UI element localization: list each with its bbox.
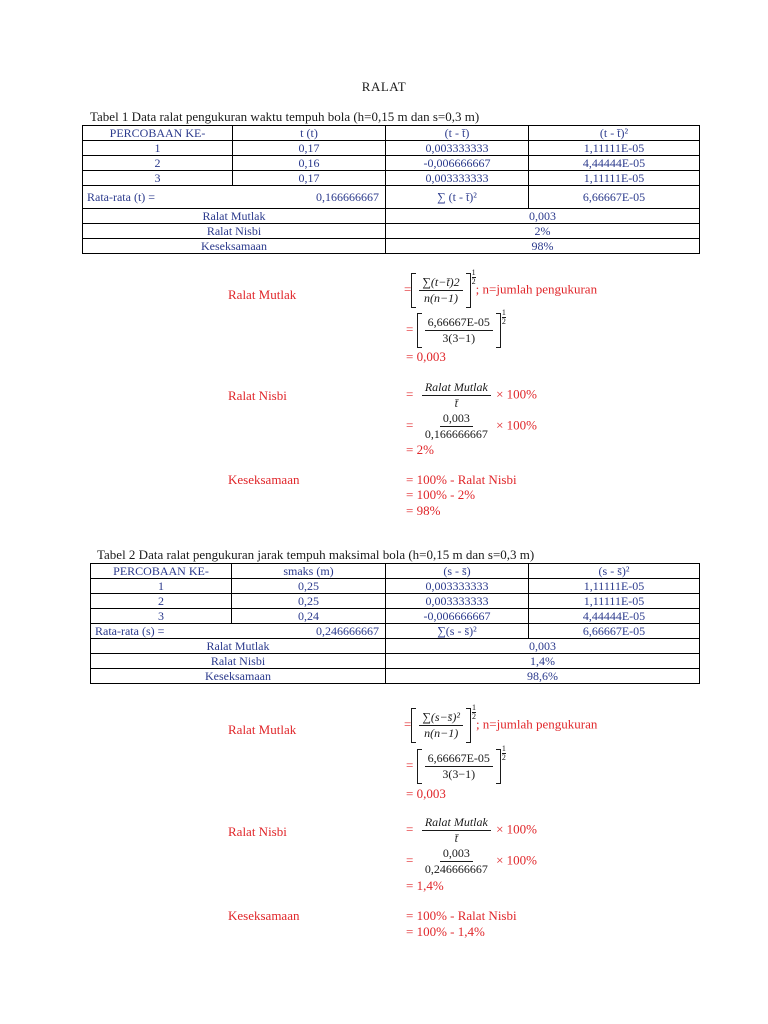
table-cell: 1,11111E-05 <box>529 579 700 594</box>
average-label: Rata-rata (t) = <box>87 190 156 204</box>
table-row <box>83 171 700 186</box>
calc1-kes-label: Keseksamaan <box>228 472 300 487</box>
sum-label: ∑(s - s̄)² <box>386 624 529 639</box>
table-row <box>83 141 700 156</box>
summary-row <box>83 209 700 224</box>
fraction-denominator: 0,246666667 <box>424 862 488 876</box>
table-row <box>83 156 700 171</box>
header-cell: (s - s̄)² <box>529 564 700 579</box>
average-label: Rata-rata (s) = <box>95 624 165 638</box>
summary-label: Keseksamaan <box>83 239 386 254</box>
average-value: 0,246666667 <box>316 624 379 638</box>
bracket <box>417 315 501 346</box>
equals-sign: = <box>404 716 412 732</box>
calc1-mutlak-label: Ralat Mutlak <box>228 287 297 302</box>
summary-row <box>91 639 700 654</box>
calc1-nisbi-result: = 2% <box>406 442 434 457</box>
summary-value: 2% <box>386 224 700 239</box>
summary-label: Ralat Nisbi <box>83 224 386 239</box>
summary-row <box>91 654 700 669</box>
table-cell: 0,003333333 <box>386 171 529 186</box>
header-cell: PERCOBAAN KE- <box>83 126 233 141</box>
table1-caption: Tabel 1 Data ralat pengukuran waktu tempuh bola (h=0,15 m dan s=0,3 m) <box>90 109 480 124</box>
table-cell: 0,17 <box>233 141 386 156</box>
fraction-denominator: n(n−1) <box>424 726 459 740</box>
summary-row <box>91 669 700 684</box>
fraction-denominator: t̄ <box>454 396 459 410</box>
table1 <box>82 125 700 254</box>
summary-row <box>83 224 700 239</box>
summary-row <box>83 239 700 254</box>
calc2-nisbi-result: = 1,4% <box>406 878 444 893</box>
summary-value: 98% <box>386 239 700 254</box>
note: ; n=jumlah pengukuran <box>475 281 598 297</box>
table-cell: 2 <box>91 594 232 609</box>
fraction-numerator: Ralat Mutlak <box>422 815 491 831</box>
table-row <box>91 594 700 609</box>
calc2-mutlak-formula <box>404 703 598 741</box>
document-title: RALAT <box>361 79 407 94</box>
summary-label: Ralat Nisbi <box>91 654 386 669</box>
calc2-kes-line1: = 100% - Ralat Nisbi <box>406 908 517 923</box>
table-cell: 0,003333333 <box>386 579 529 594</box>
table-cell: 4,44444E-05 <box>529 609 700 624</box>
table-cell: -0,006666667 <box>386 609 529 624</box>
equals-sign: = <box>406 417 414 433</box>
table-cell: 1,11111E-05 <box>529 594 700 609</box>
fraction-denominator: n(n−1) <box>423 291 459 305</box>
equals-sign: = <box>406 757 414 773</box>
header-cell: t (t) <box>233 126 386 141</box>
table-cell: 4,44444E-05 <box>529 156 700 171</box>
summary-value: 0,003 <box>386 639 700 654</box>
table-cell: 1,11111E-05 <box>529 171 700 186</box>
table-header-row <box>91 564 700 579</box>
average-value: 0,166666667 <box>316 190 379 204</box>
table-cell: 0,003333333 <box>386 594 529 609</box>
sum-value: 6,66667E-05 <box>529 624 700 639</box>
fraction-numerator: ∑(t−t̄)2 <box>419 275 462 291</box>
calc2-nisbi-formula <box>406 815 537 846</box>
calc2-mutlak-substitution <box>406 744 506 782</box>
note: ; n=jumlah pengukuran <box>475 716 598 732</box>
equals-sign: = <box>406 386 414 402</box>
multiplier: × 100% <box>496 417 538 433</box>
calc2-nisbi-label: Ralat Nisbi <box>228 824 287 839</box>
exponent-half: $\frac{1}{2}$ <box>501 308 506 326</box>
summary-value: 0,003 <box>386 209 700 224</box>
calc2-mutlak-result: = 0,003 <box>406 786 446 801</box>
table-cell: 3 <box>83 171 233 186</box>
summary-label: Ralat Mutlak <box>91 639 386 654</box>
header-cell: smaks (m) <box>232 564 386 579</box>
calc2-nisbi-substitution <box>406 846 537 877</box>
table-cell: 0,17 <box>233 171 386 186</box>
header-cell: (t - t̄) <box>386 126 529 141</box>
calc1-mutlak-substitution <box>406 308 506 346</box>
table2-caption: Tabel 2 Data ralat pengukuran jarak tempuh maksimal bola (h=0,15 m dan s=0,3 m) <box>97 547 535 562</box>
fraction-numerator: ∑(s−s̄)² <box>419 710 463 726</box>
calc1-nisbi-label: Ralat Nisbi <box>228 388 287 403</box>
table2 <box>90 563 700 684</box>
calc1-nisbi-formula <box>406 380 537 411</box>
exponent-half: $\frac{1}{2}$ <box>501 744 506 762</box>
average-cell <box>83 186 386 209</box>
table-cell: 0,003333333 <box>386 141 529 156</box>
calc1-kes-line2: = 100% - 2% <box>406 487 476 502</box>
calc1-kes-line3: = 98% <box>406 503 441 518</box>
table-cell: -0,006666667 <box>386 156 529 171</box>
equals-sign: = <box>404 281 412 297</box>
calc1-mutlak-formula <box>404 268 598 306</box>
table-cell: 0,24 <box>232 609 386 624</box>
multiplier: × 100% <box>496 386 538 402</box>
multiplier: × 100% <box>496 852 538 868</box>
average-row <box>91 624 700 639</box>
table-cell: 0,16 <box>233 156 386 171</box>
header-cell: (t - t̄)² <box>529 126 700 141</box>
fraction-denominator: 3(3−1) <box>442 331 476 345</box>
equals-sign: = <box>406 321 414 337</box>
calc1-mutlak-result: = 0,003 <box>406 349 446 364</box>
fraction-numerator: 6,66667E-05 <box>425 751 493 767</box>
average-cell <box>91 624 386 639</box>
bracket <box>411 710 471 741</box>
fraction-denominator: 0,166666667 <box>424 427 488 441</box>
table-cell: 1,11111E-05 <box>529 141 700 156</box>
table-cell: 0,25 <box>232 579 386 594</box>
fraction-denominator: t̄ <box>454 831 459 845</box>
bracket <box>411 275 470 306</box>
bracket <box>417 751 501 782</box>
fraction-numerator: 0,003 <box>440 846 473 862</box>
calc2-kes-line2: = 100% - 1,4% <box>406 924 485 939</box>
summary-value: 98,6% <box>386 669 700 684</box>
calc1-nisbi-substitution <box>406 411 537 442</box>
sum-label: ∑ (t - t̄)² <box>386 186 529 209</box>
summary-value: 1,4% <box>386 654 700 669</box>
table-cell: 0,25 <box>232 594 386 609</box>
summary-label: Keseksamaan <box>91 669 386 684</box>
average-row <box>83 186 700 209</box>
equals-sign: = <box>406 852 414 868</box>
calc1-kes-line1: = 100% - Ralat Nisbi <box>406 472 517 487</box>
calc2-mutlak-label: Ralat Mutlak <box>228 722 297 737</box>
table-cell: 2 <box>83 156 233 171</box>
fraction-denominator: 3(3−1) <box>442 767 476 781</box>
table-cell: 1 <box>91 579 232 594</box>
multiplier: × 100% <box>496 821 538 837</box>
exponent-half: $\frac{1}{2}$ <box>471 268 476 286</box>
header-cell: PERCOBAAN KE- <box>91 564 232 579</box>
summary-label: Ralat Mutlak <box>83 209 386 224</box>
exponent-half: $\frac{1}{2}$ <box>471 703 476 721</box>
fraction-numerator: 0,003 <box>440 411 473 427</box>
calc2-kes-label: Keseksamaan <box>228 908 300 923</box>
table-cell: 1 <box>83 141 233 156</box>
fraction-numerator: Ralat Mutlak <box>422 380 491 396</box>
fraction-numerator: 6,66667E-05 <box>425 315 493 331</box>
equals-sign: = <box>406 821 414 837</box>
table-cell: 3 <box>91 609 232 624</box>
header-cell: (s - s̄) <box>386 564 529 579</box>
table-row <box>91 579 700 594</box>
sum-value: 6,66667E-05 <box>529 186 700 209</box>
table-header-row <box>83 126 700 141</box>
table-row <box>91 609 700 624</box>
